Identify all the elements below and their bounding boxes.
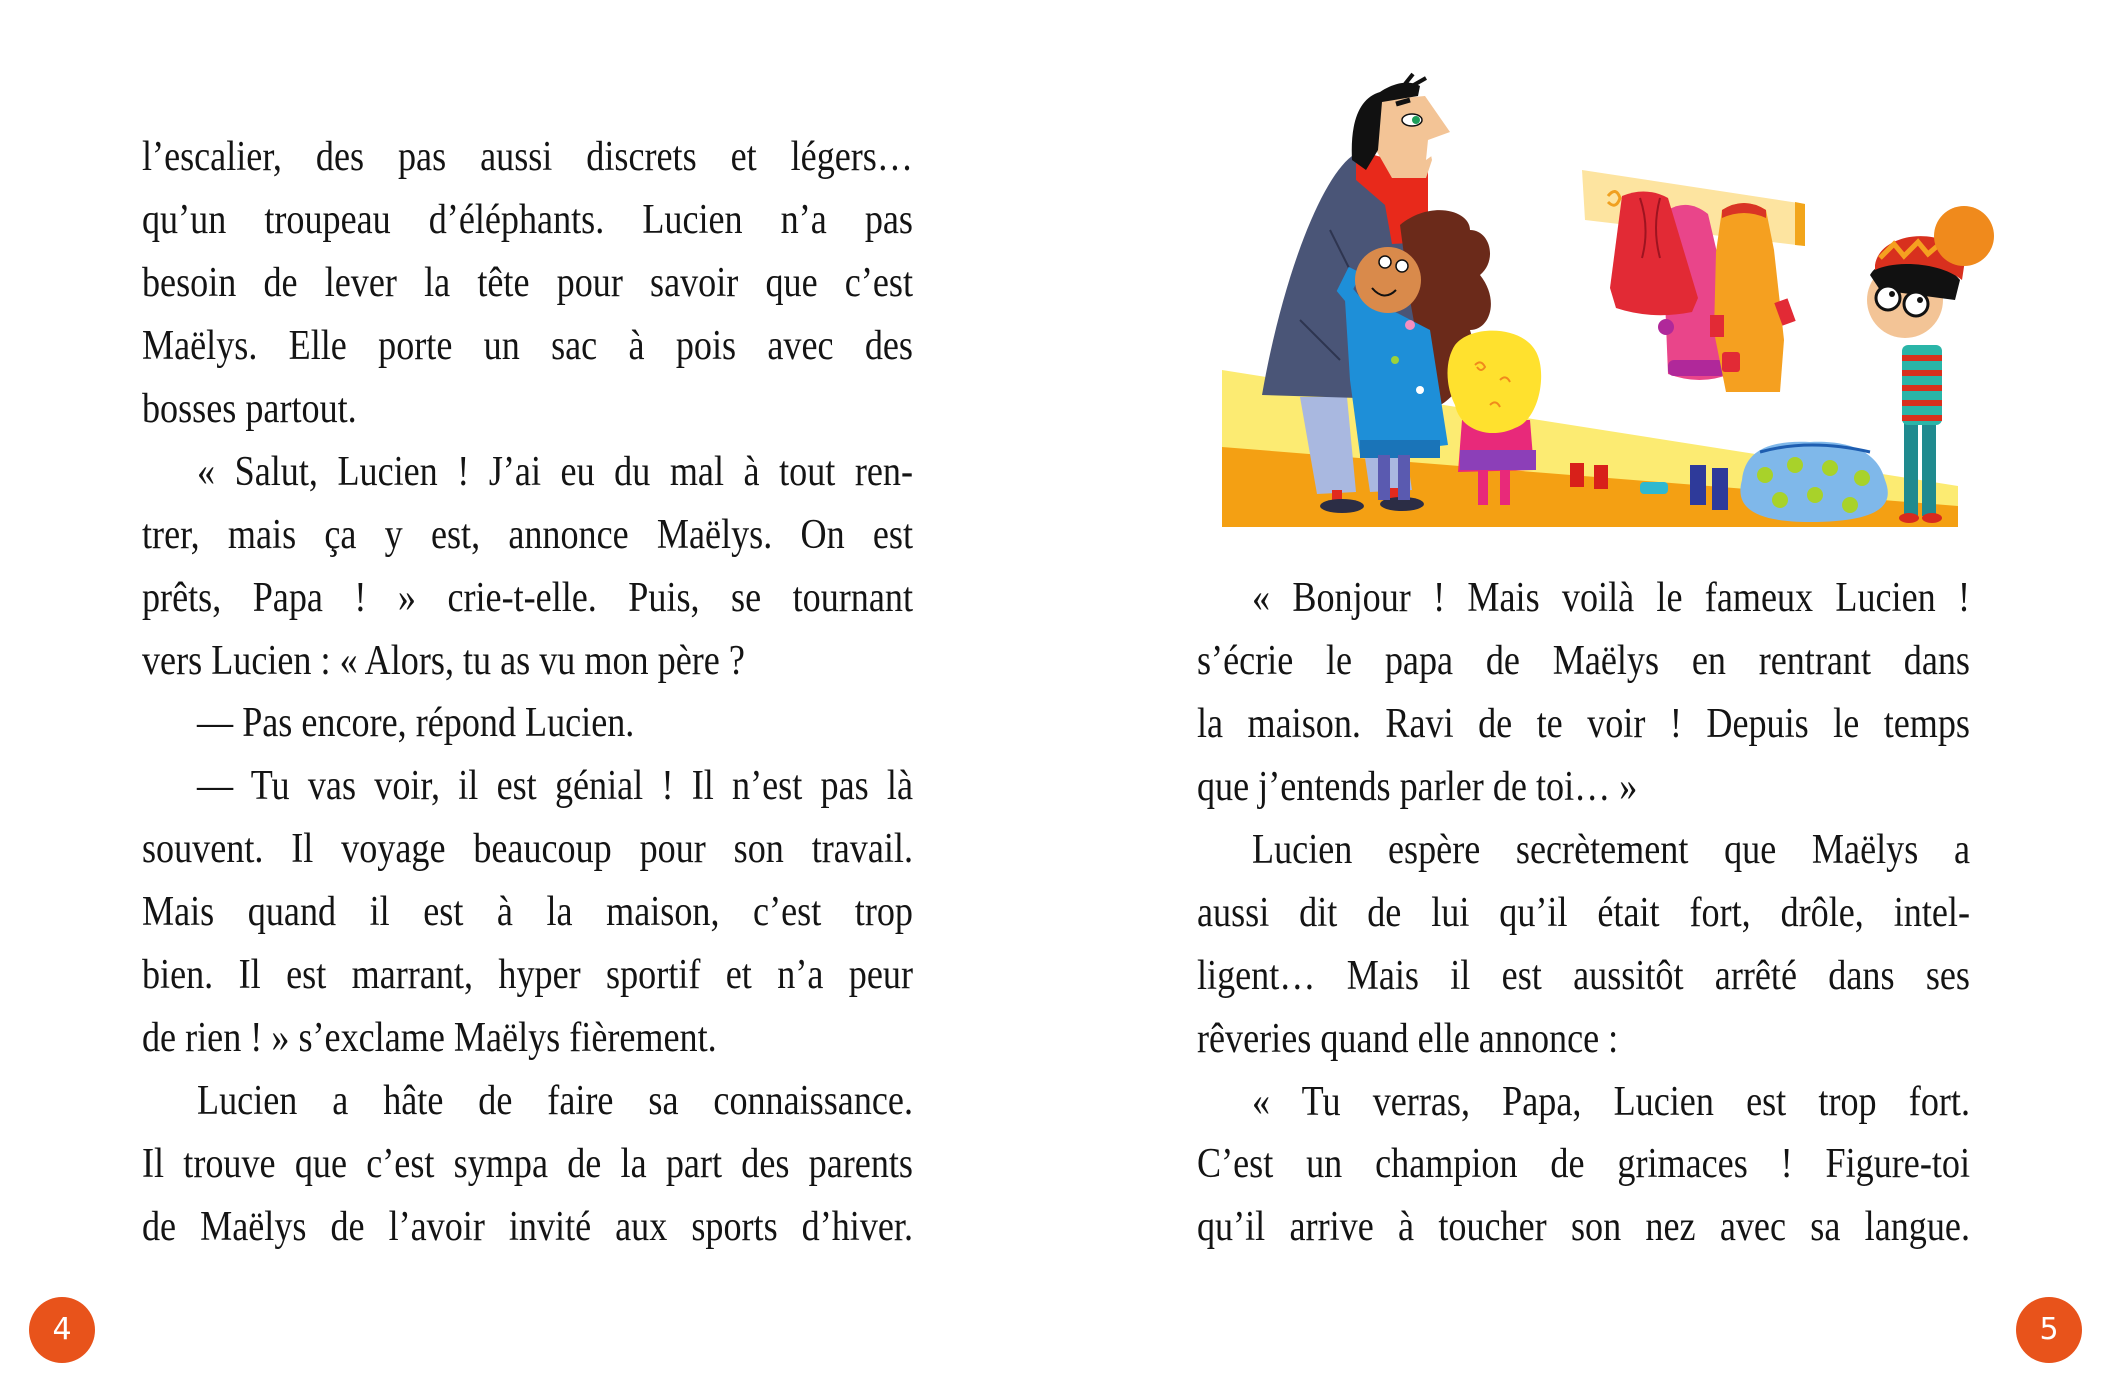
text-line: Maëlys. Elle porte un sac à pois avec des [142,322,913,369]
text-line: Lucien a hâte de faire sa connaissance. [197,1078,913,1125]
text-line: bosses partout. [142,385,357,432]
text-line: Mais quand il est à la maison, c’est trop [142,889,913,936]
page-number-badge: 4 [29,1297,95,1363]
text-line: qu’un troupeau d’éléphants. Lucien n’a pas [142,196,913,243]
text-line: Lucien espère secrètement que Maëlys a [1252,826,1970,873]
text-line: prêts, Papa ! » crie-t-elle. Puis, se tournant [142,574,913,621]
text-line: Il trouve que c’est sympa de la part des parents [142,1141,913,1187]
left-page-text [142,126,913,1259]
coat-rack [1582,170,1805,392]
text-line: qu’il arrive à toucher son nez avec sa langue. [1197,1204,1970,1251]
text-line: — Pas encore, répond Lucien. [197,700,635,747]
text-line: ligent… Mais il est aussitôt arrêté dans ses [1197,952,1970,999]
text-line: « Salut, Lucien ! J’ai eu du mal à tout ren- [197,448,913,495]
text-line: besoin de lever la tête pour savoir que c’est [142,259,913,306]
polka-dot-bag [1740,442,1887,522]
text-line: souvent. Il voyage beaucoup pour son travail. [142,826,913,873]
text-line: trer, mais ça y est, annonce Maëlys. On est [142,511,913,558]
text-line: vers Lucien : « Alors, tu as vu mon père ? [142,637,745,684]
text-line: bien. Il est marrant, hyper sportif et n’a peur [142,952,913,999]
text-line: de rien ! » s’exclame Maëlys fièrement. [142,1015,717,1062]
right-page-text [1197,567,1970,1259]
page-number-badge: 5 [2016,1297,2082,1363]
right-page [1056,0,2112,1400]
text-line: l’escalier, des pas aussi discrets et légers… [142,134,913,180]
text-line: s’écrie le papa de Maëlys en rentrant dans [1197,637,1970,684]
text-line: rêveries quand elle annonce : [1197,1015,1619,1062]
text-line: la maison. Ravi de te voir ! Depuis le temps [1197,700,1970,747]
text-line: — Tu vas voir, il est génial ! Il n’est pas là [197,763,913,810]
text-line: « Bonjour ! Mais voilà le fameux Lucien ! [1252,575,1970,621]
story-illustration [1200,60,2020,540]
text-line: « Tu verras, Papa, Lucien est trop fort. [1252,1078,1970,1125]
text-line: aussi dit de lui qu’il était fort, drôle, intel- [1197,889,1970,936]
text-line: C’est un champion de grimaces ! Figure-toi [1197,1141,1970,1188]
text-line: que j’entends parler de toi… » [1197,763,1638,810]
text-line: de Maëlys de l’avoir invité aux sports d’hiver. [142,1203,913,1250]
